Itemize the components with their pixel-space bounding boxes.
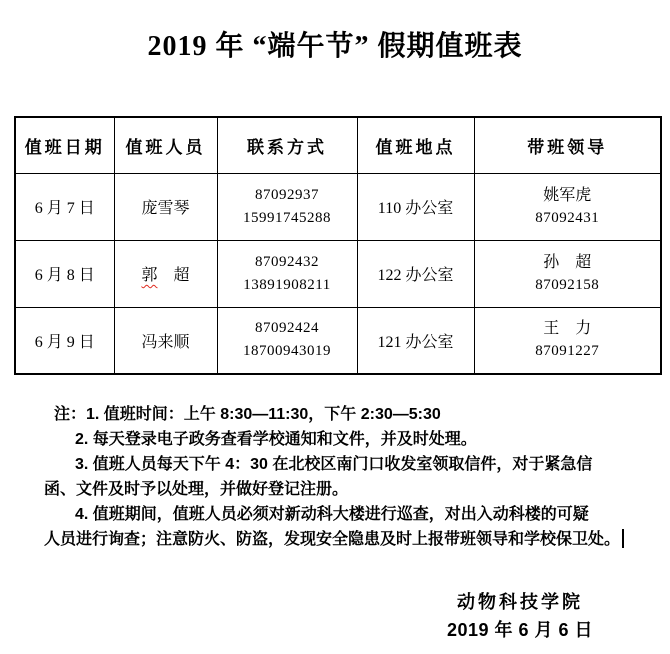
note-line: 4. 值班期间，值班人员必须对新动科大楼进行巡查，对出入动科楼的可疑 <box>75 506 589 523</box>
leader-name: 姚军虎 <box>543 186 592 204</box>
leader-phone: 87092431 <box>535 209 600 226</box>
cell-person <box>114 240 217 307</box>
note-line: 3. 值班人员每天下午 4：30 在北校区南门口收发室领取信件，对于紧急信 <box>75 456 593 473</box>
table-header-row <box>15 117 661 173</box>
person-name: 冯来顺 <box>141 333 190 351</box>
cell-contact <box>217 240 357 307</box>
note-line: 注：1. 值班时间：上午 8:30—11:30，下午 2:30—5:30 <box>54 406 441 423</box>
header-duty-location: 值班地点 <box>357 117 474 173</box>
table-row <box>15 173 661 240</box>
cell-person <box>114 173 217 240</box>
note-line-text: 人员进行询查；注意防火、防盗，发现安全隐患及时上报带班领导和学校保卫处。 <box>44 531 621 548</box>
office-phone: 87092424 <box>255 320 319 337</box>
leader-phone: 87091227 <box>535 343 600 360</box>
duty-roster-table <box>14 116 662 375</box>
cell-contact <box>217 173 357 240</box>
header-duty-leader: 带班领导 <box>474 117 661 173</box>
cell-contact <box>217 307 357 374</box>
cell-date: 6 月 9 日 <box>15 307 114 374</box>
note-line: 2. 每天登录电子政务查看学校通知和文件，并及时处理。 <box>75 431 477 448</box>
mobile-phone: 13891908211 <box>243 276 331 293</box>
leader-name: 王 力 <box>543 320 592 338</box>
notes-section <box>44 402 648 552</box>
spellcheck-flagged-text: 郭 <box>141 267 158 284</box>
header-duty-date: 值班日期 <box>15 117 114 173</box>
cell-person <box>114 307 217 374</box>
table-row <box>15 240 661 307</box>
cell-location: 121 办公室 <box>357 307 474 374</box>
mobile-phone: 15991745288 <box>243 209 331 226</box>
leader-name: 孙 超 <box>543 253 592 271</box>
person-name: 庞雪琴 <box>141 200 190 217</box>
note-line: 函、文件及时予以处理，并做好登记注册。 <box>44 481 349 498</box>
cell-leader <box>474 307 661 374</box>
header-contact: 联系方式 <box>217 117 357 173</box>
note-line <box>44 527 648 552</box>
cell-leader <box>474 173 661 240</box>
office-phone: 87092937 <box>255 186 319 203</box>
cell-location: 110 办公室 <box>357 173 474 240</box>
cell-date: 6 月 7 日 <box>15 173 114 240</box>
table-row <box>15 307 661 374</box>
office-phone: 87092432 <box>255 253 319 270</box>
person-name: 超 <box>157 267 190 284</box>
cell-location: 122 办公室 <box>357 240 474 307</box>
page-title: 2019 年 “端午节” 假期值班表 <box>147 31 523 62</box>
signature-organization: 动物科技学院 <box>457 592 583 612</box>
cell-date: 6 月 8 日 <box>15 240 114 307</box>
text-cursor <box>622 529 624 548</box>
signature-block <box>428 588 612 644</box>
signature-date: 2019 年 6 月 6 日 <box>446 620 594 640</box>
cell-leader <box>474 240 661 307</box>
header-duty-person: 值班人员 <box>114 117 217 173</box>
mobile-phone: 18700943019 <box>243 343 331 360</box>
leader-phone: 87092158 <box>535 276 600 293</box>
